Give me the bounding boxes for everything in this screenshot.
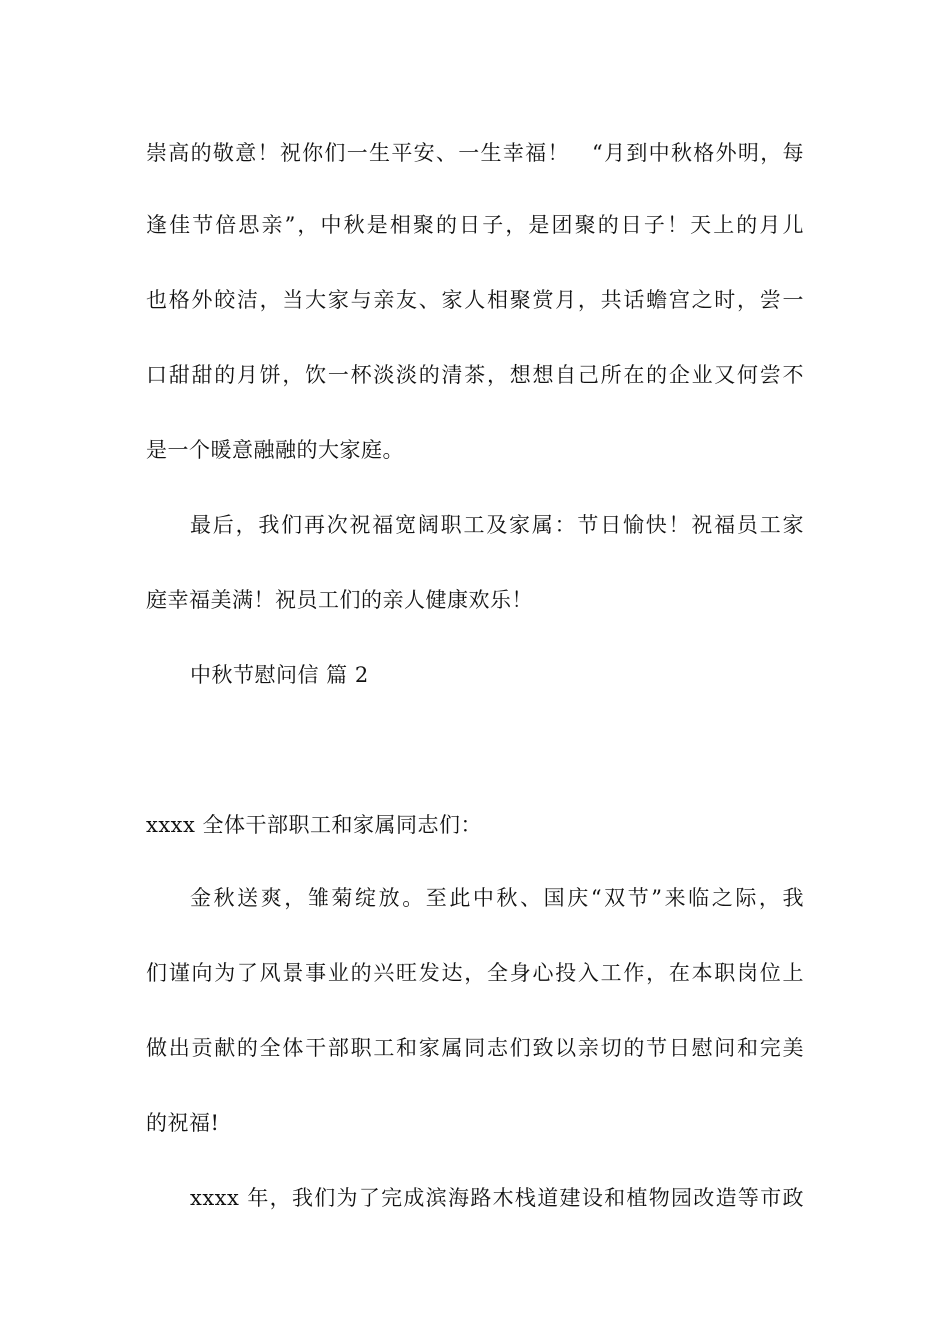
paragraph-line-2: 逢佳节倍思亲”，中秋是相聚的日子，是团聚的日子！天上的月儿 xyxy=(146,213,804,237)
paragraph-line-5: 是一个暖意融融的大家庭。 xyxy=(146,438,404,462)
paragraph-line-4: 口甜甜的月饼，饮一杯淡淡的清茶，想想自己所在的企业又何尝不 xyxy=(146,363,804,387)
paragraph-line-8: 金秋送爽，雏菊绽放。至此中秋、国庆“双节”来临之际，我 xyxy=(190,886,804,910)
paragraph-line-9: 们谨向为了风景事业的兴旺发达，全身心投入工作，在本职岗位上 xyxy=(146,961,804,985)
paragraph-line-1: 崇高的敬意！祝你们一生平安、一生幸福！ “月到中秋格外明，每 xyxy=(146,141,804,165)
paragraph-line-10: 做出贡献的全体干部职工和家属同志们致以亲切的节日慰问和完美 xyxy=(146,1036,804,1060)
paragraph-line-6: 最后，我们再次祝福宽阔职工及家属：节日愉快！祝福员工家 xyxy=(190,513,804,537)
paragraph-line-11: 的祝福! xyxy=(146,1111,220,1135)
salutation-line: xxxx 全体干部职工和家属同志们： xyxy=(146,813,483,837)
paragraph-line-3: 也格外皎洁，当大家与亲友、家人相聚赏月，共话蟾宫之时，尝一 xyxy=(146,288,804,312)
paragraph-line-12: xxxx 年，我们为了完成滨海路木栈道建设和植物园改造等市政 xyxy=(190,1186,804,1210)
paragraph-line-7: 庭幸福美满！祝员工们的亲人健康欢乐！ xyxy=(146,588,533,612)
section-heading: 中秋节慰问信 篇 2 xyxy=(190,663,369,687)
